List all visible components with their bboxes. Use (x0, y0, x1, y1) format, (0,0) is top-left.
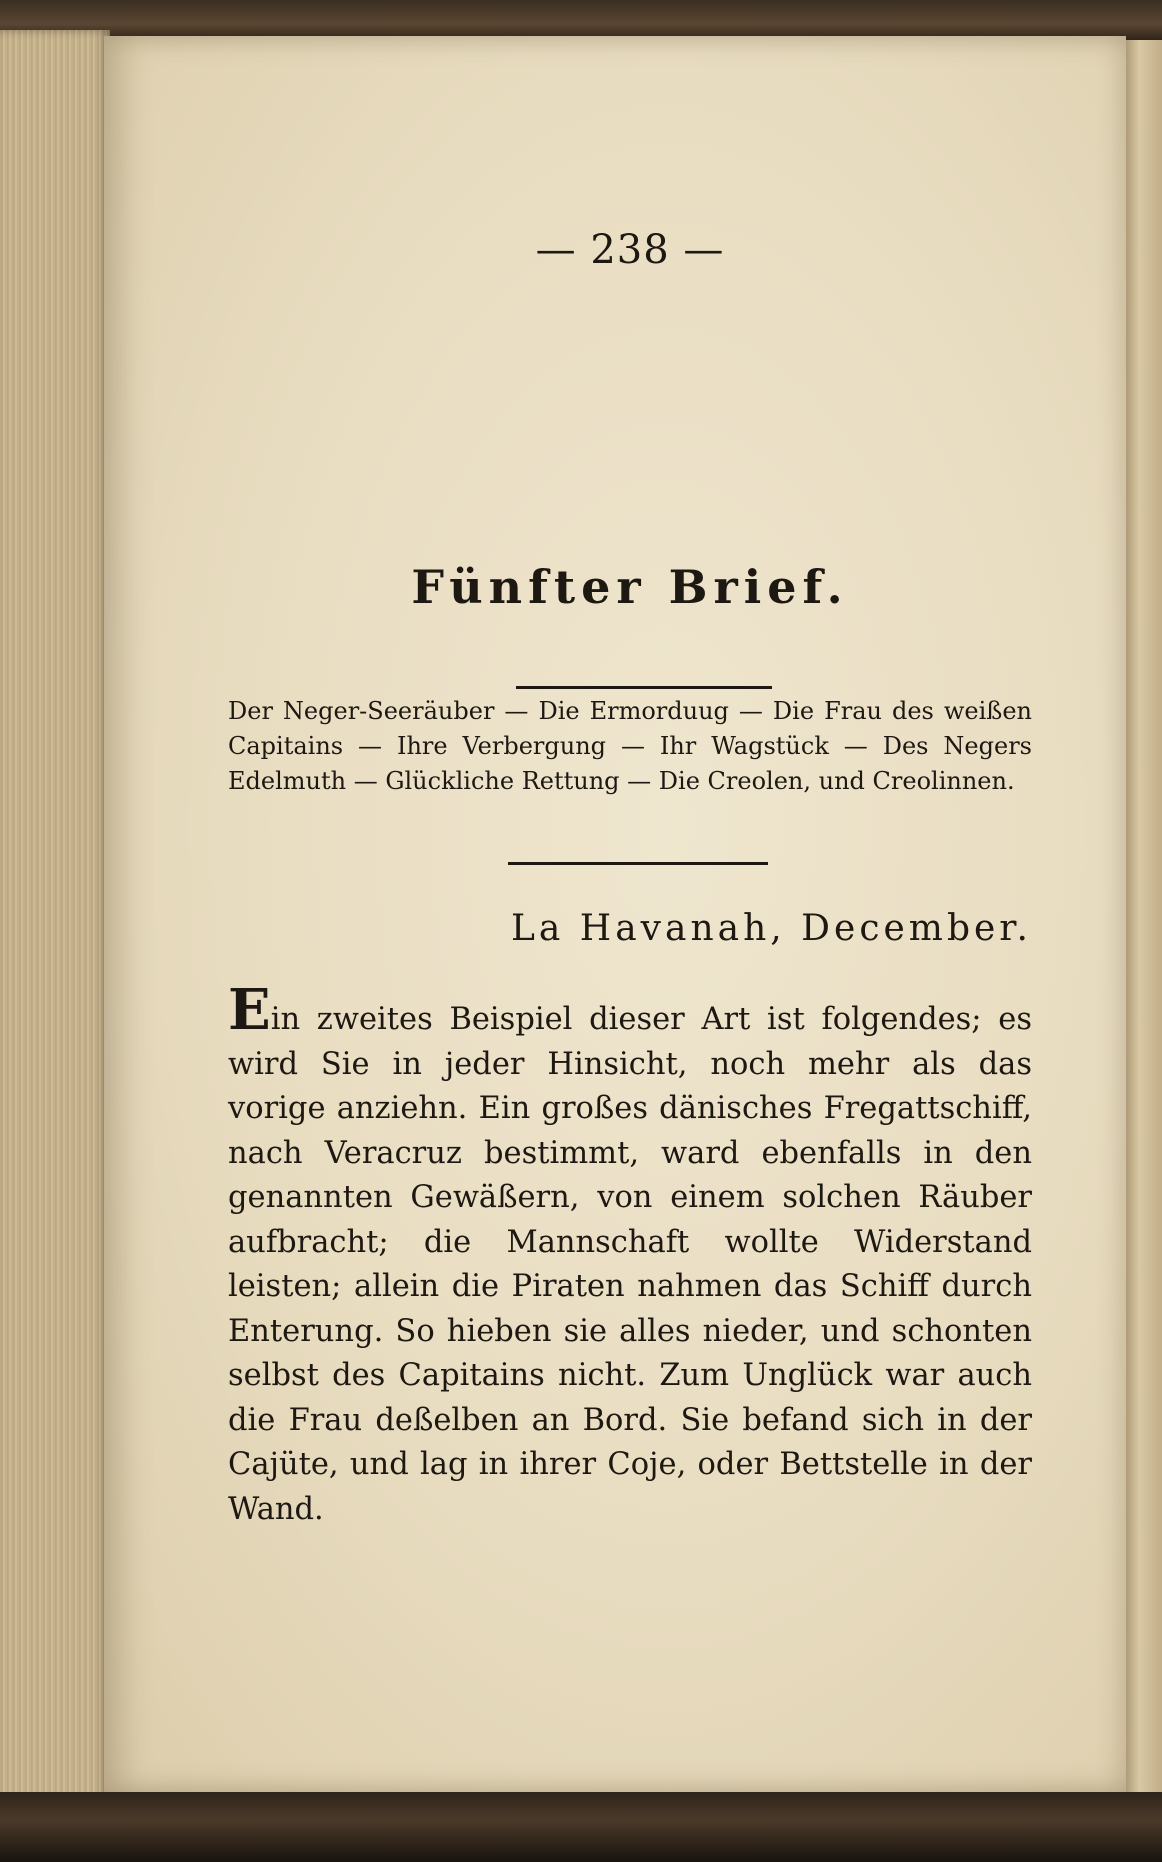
chapter-summary: Der Neger-Seeräuber — Die Ermorduug — Die Frau des weißen Capitains — Ihre Verbergung — Ihr Wagstück — Des Negers Edelmuth — Glückliche Rettung — Die Creolen, und Creolinnen. (228, 697, 1032, 795)
book-cover-bottom (0, 1792, 1162, 1862)
page-stack-left (0, 30, 110, 1820)
page-number: — 238 — (535, 227, 725, 273)
divider-top (516, 686, 772, 689)
letter-body-text: in zweites Beispiel dieser Art ist folgendes; es wird Sie in jeder Hinsicht, noch mehr als das vorige anziehn. Ein großes dänisches Fregattschiff, nach Veracruz bestimmt, ward ebenfalls in den genannten Gewäßern, von einem solchen Räuber aufbracht; die Mannschaft wollte Widerstand leisten; allein die Piraten nahmen das Schiff durch Enterung. So hieben sie alles nieder, und schonten selbst des Capitains nicht. Zum Unglück war auch die Frau deßelben an Bord. Sie befand sich in der Cajüte, und lag in ihrer Coje, oder Bettstelle in der Wand. (228, 1002, 1032, 1527)
drop-initial: E (228, 977, 271, 1043)
divider-bottom (508, 862, 768, 865)
letter-dateline: La Havanah, December. (510, 908, 1032, 949)
page-stack-right (1124, 40, 1162, 1810)
chapter-title: Fünfter Brief. (411, 560, 849, 614)
book-cover-top (0, 0, 1162, 40)
letter-body (228, 977, 1032, 1532)
